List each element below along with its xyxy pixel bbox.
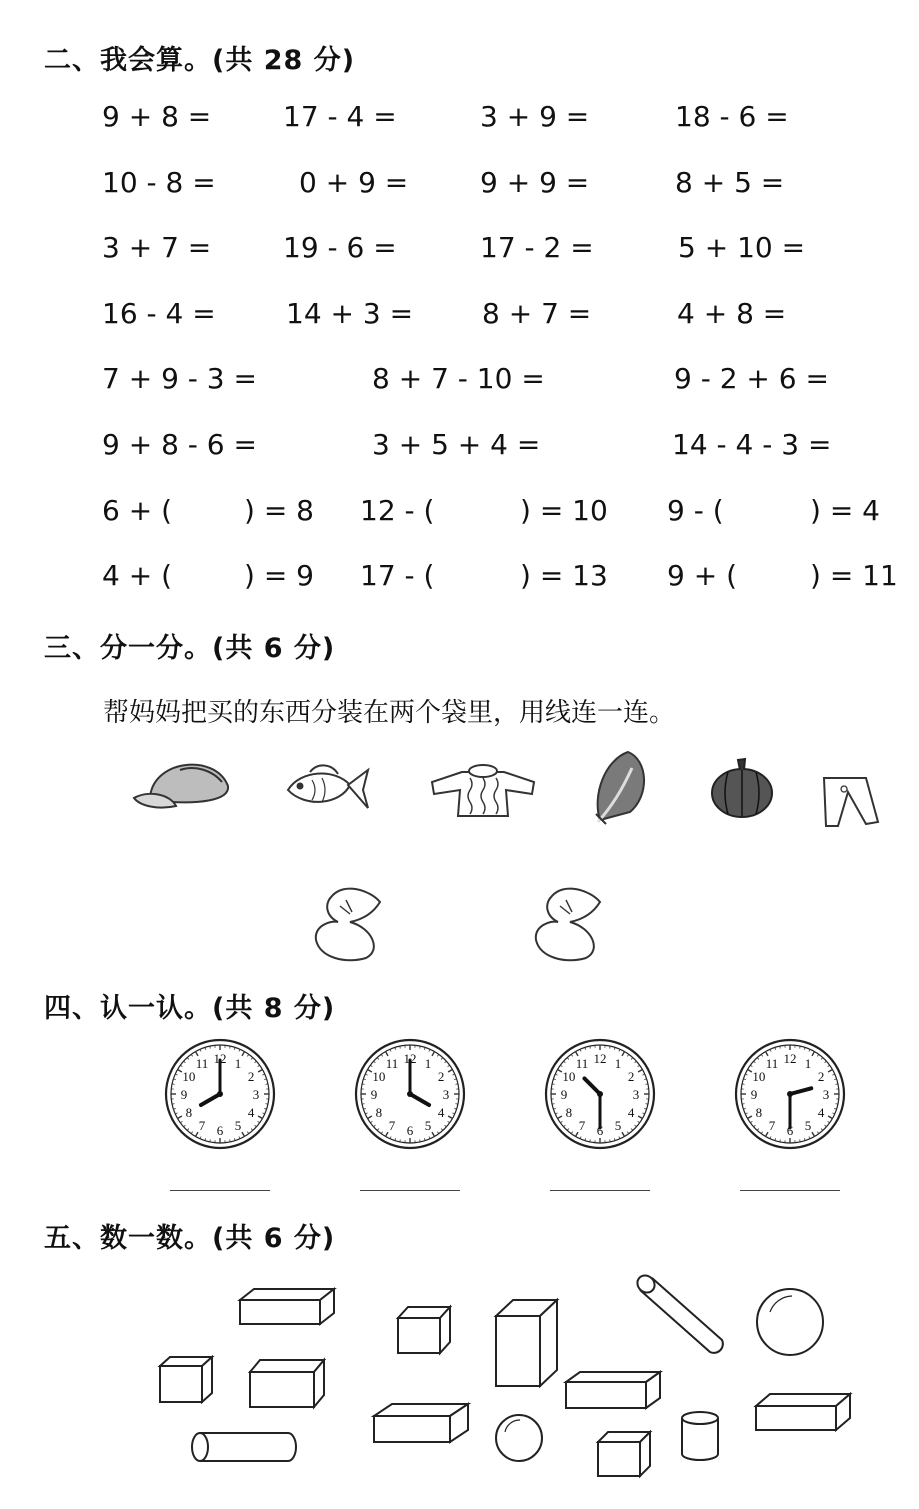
equation: 9 + 9 =: [480, 166, 590, 199]
section-5-title: 五、数一数。(共 6 分): [44, 1223, 336, 1254]
clock-tick: [552, 1104, 554, 1105]
clock-tick: [742, 1084, 744, 1085]
equation: 8 + 7 - 10 =: [372, 362, 545, 395]
clock-number: 6: [216, 1123, 224, 1138]
pumpkin-icon: [712, 759, 772, 817]
equation: 18 - 6 =: [675, 100, 789, 133]
cuboid-shape: [240, 1289, 334, 1324]
answer-blank: [740, 1190, 840, 1191]
cylinder-shape: [682, 1412, 718, 1460]
clock-number: 5: [804, 1118, 812, 1134]
section-3-title: 三、分一分。(共 6 分): [44, 633, 336, 664]
clock-center: [787, 1091, 793, 1097]
clock-number: 7: [768, 1118, 776, 1134]
equation: 14 - 4 - 3 =: [672, 428, 832, 461]
clock-number: 3: [442, 1087, 450, 1102]
clock-tick: [172, 1084, 174, 1085]
answer-blank: [360, 1190, 460, 1191]
clock-tick: [590, 1139, 591, 1141]
equation: 8 + 7 =: [482, 297, 592, 330]
cuboid-shape: [756, 1394, 850, 1430]
equation: 9 + 8 - 6 =: [102, 428, 257, 461]
clock-number: 5: [424, 1118, 432, 1134]
equation: 3 + 7 =: [102, 231, 212, 264]
clock-tick: [610, 1046, 611, 1048]
equation: 10 - 8 =: [102, 166, 216, 199]
clock-number: 9: [560, 1087, 568, 1102]
clock-tick: [610, 1139, 611, 1141]
clock-tick: [265, 1104, 267, 1105]
clock-tick: [835, 1104, 837, 1105]
clock-number: 6: [596, 1123, 604, 1138]
clock-number: 8: [565, 1105, 573, 1120]
clock-tick: [780, 1139, 781, 1141]
clock-icon: [736, 1040, 844, 1148]
clock-tick: [590, 1046, 591, 1048]
equation: 3 + 5 + 4 =: [372, 428, 541, 461]
fish-icon: [288, 765, 368, 808]
clock-number: 8: [755, 1105, 763, 1120]
clock-number: 1: [804, 1055, 812, 1071]
clock-group: [166, 1040, 844, 1148]
fill-equation-right: ) = 13: [520, 559, 608, 592]
clock-number: 11: [575, 1055, 589, 1071]
clock-number: 4: [247, 1105, 255, 1120]
bag-icon: [536, 889, 600, 961]
cuboid-shape: [250, 1360, 324, 1407]
clock-number: 12: [403, 1051, 417, 1066]
clock-tick: [210, 1046, 211, 1048]
clock-number: 5: [234, 1118, 242, 1134]
shapes-group: [160, 1272, 850, 1476]
clock-number: 9: [750, 1087, 758, 1102]
clock-icon: [356, 1040, 464, 1148]
cuboid-shape: [566, 1372, 660, 1408]
clock-tick: [230, 1139, 231, 1141]
clock-tick: [230, 1046, 231, 1048]
clock-center: [217, 1091, 223, 1097]
clock-number: 2: [247, 1069, 255, 1084]
fill-equation-left: 4 + (: [102, 559, 172, 592]
cube-shape: [598, 1432, 650, 1476]
clock-tick: [552, 1084, 554, 1085]
clock-tick: [800, 1046, 801, 1048]
clock-tick: [362, 1104, 364, 1105]
clock-center: [407, 1091, 413, 1097]
clock-tick: [800, 1139, 801, 1141]
equation: 14 + 3 =: [286, 297, 414, 330]
clock-number: 5: [614, 1118, 622, 1134]
fill-equation-left: 12 - (: [360, 494, 435, 527]
fill-equation-right: ) = 10: [520, 494, 608, 527]
clock-number: 12: [593, 1051, 607, 1066]
equation: 4 + 8 =: [677, 297, 787, 330]
clock-tick: [645, 1084, 647, 1085]
cylinder-shape: [192, 1433, 296, 1461]
fill-equation-left: 17 - (: [360, 559, 435, 592]
cylinder-shape: [634, 1272, 723, 1353]
clock-number: 10: [372, 1069, 386, 1084]
clock-number: 4: [627, 1105, 635, 1120]
bag-icon: [316, 889, 380, 961]
clock-number: 1: [614, 1055, 622, 1071]
clock-number: 8: [185, 1105, 193, 1120]
cube-shape: [398, 1307, 450, 1353]
equation: 19 - 6 =: [283, 231, 397, 264]
clock-number: 3: [632, 1087, 640, 1102]
clock-tick: [742, 1104, 744, 1105]
clock-number: 11: [385, 1055, 399, 1071]
equation: 3 + 9 =: [480, 100, 590, 133]
equation: 17 - 4 =: [283, 100, 397, 133]
fill-equation-right: ) = 9: [244, 559, 314, 592]
cabbage-icon: [596, 752, 644, 824]
equation: 9 + 8 =: [102, 100, 212, 133]
clock-number: 2: [437, 1069, 445, 1084]
clock-number: 12: [783, 1051, 797, 1066]
clock-number: 1: [234, 1055, 242, 1071]
clock-number: 12: [213, 1051, 227, 1066]
clock-tick: [362, 1084, 364, 1085]
clock-number: 10: [562, 1069, 576, 1084]
clock-number: 6: [786, 1123, 794, 1138]
fill-equation-right: ) = 11: [810, 559, 898, 592]
cuboid-shape: [496, 1300, 557, 1386]
sphere-shape: [496, 1415, 542, 1461]
clock-number: 7: [388, 1118, 396, 1134]
clock-tick: [172, 1104, 174, 1105]
clock-tick: [265, 1084, 267, 1085]
fill-equation-right: ) = 4: [810, 494, 880, 527]
clock-tick: [835, 1084, 837, 1085]
answer-blank: [170, 1190, 270, 1191]
section-2-title: 二、我会算。(共 28 分): [44, 45, 356, 76]
cuboid-shape: [374, 1404, 468, 1442]
sphere-shape: [757, 1289, 823, 1355]
clock-number: 10: [182, 1069, 196, 1084]
clock-number: 11: [195, 1055, 209, 1071]
clock-number: 4: [437, 1105, 445, 1120]
clock-tick: [420, 1139, 421, 1141]
clock-icon: [166, 1040, 274, 1148]
equation: 7 + 9 - 3 =: [102, 362, 257, 395]
clock-number: 3: [252, 1087, 260, 1102]
clock-number: 7: [578, 1118, 586, 1134]
sweater-icon: [432, 765, 534, 816]
equation: 0 + 9 =: [299, 166, 409, 199]
fill-equation-left: 6 + (: [102, 494, 172, 527]
cube-shape: [160, 1357, 212, 1402]
clock-number: 11: [765, 1055, 779, 1071]
clock-number: 1: [424, 1055, 432, 1071]
clock-number: 2: [817, 1069, 825, 1084]
section-4-title: 四、认一认。(共 8 分): [44, 993, 336, 1024]
clock-number: 2: [627, 1069, 635, 1084]
equation: 16 - 4 =: [102, 297, 216, 330]
clock-number: 7: [198, 1118, 206, 1134]
cap-icon: [134, 765, 228, 808]
pants-icon: [824, 778, 878, 826]
equation: 17 - 2 =: [480, 231, 594, 264]
clock-center: [597, 1091, 603, 1097]
equation: 9 - 2 + 6 =: [674, 362, 829, 395]
section-3-instruction: 帮妈妈把买的东西分装在两个袋里，用线连一连。: [103, 698, 676, 728]
clock-tick: [210, 1139, 211, 1141]
clock-number: 10: [752, 1069, 766, 1084]
answer-blank: [550, 1190, 650, 1191]
clock-tick: [400, 1046, 401, 1048]
clock-tick: [420, 1046, 421, 1048]
clock-tick: [400, 1139, 401, 1141]
fill-equation-right: ) = 8: [244, 494, 314, 527]
clock-number: 6: [406, 1123, 414, 1138]
clock-number: 8: [375, 1105, 383, 1120]
clock-number: 3: [822, 1087, 830, 1102]
equation: 8 + 5 =: [675, 166, 785, 199]
fill-equation-left: 9 + (: [667, 559, 737, 592]
clock-number: 9: [370, 1087, 378, 1102]
clock-tick: [645, 1104, 647, 1105]
clock-tick: [455, 1084, 457, 1085]
clock-icon: [546, 1040, 654, 1148]
clock-number: 9: [180, 1087, 188, 1102]
clock-tick: [780, 1046, 781, 1048]
clock-number: 4: [817, 1105, 825, 1120]
clock-tick: [455, 1104, 457, 1105]
fill-equation-left: 9 - (: [667, 494, 724, 527]
equation: 5 + 10 =: [678, 231, 806, 264]
